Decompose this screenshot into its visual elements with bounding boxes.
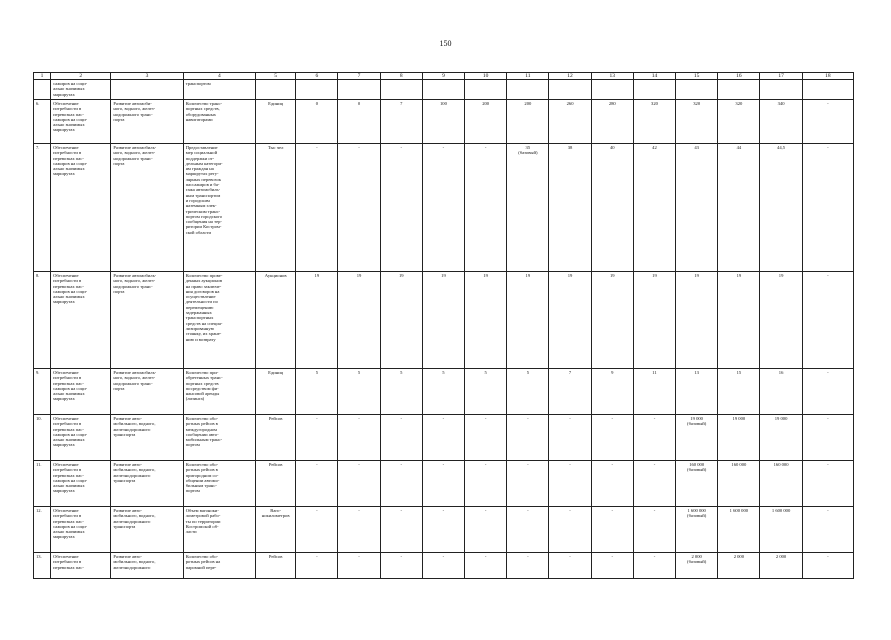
value-cell bbox=[256, 80, 296, 100]
text-cell: Обеспечение потребности в перевозках пас- сажиров на соци- ально значимых маршрутах bbox=[51, 415, 111, 461]
value-cell: - bbox=[296, 461, 338, 507]
text-cell: Обеспечение потребности в перевозках пас- сажиров на соци- ально значимых маршрутах bbox=[51, 461, 111, 507]
text-cell: Количество прове- денных аукционов на право заключе- ния договоров на осуществление деятельности по перемещению задержанных транспортных средств на специа- лизированную стоянку, их хране- нию и возврату bbox=[183, 272, 255, 369]
value-cell bbox=[549, 80, 591, 100]
value-cell: 5 bbox=[507, 369, 549, 415]
value-cell: - bbox=[338, 461, 380, 507]
value-cell: Рейсов bbox=[256, 415, 296, 461]
value-cell: - bbox=[380, 507, 422, 553]
value-cell: Рейсов bbox=[256, 461, 296, 507]
value-cell: - bbox=[380, 461, 422, 507]
value-cell: Единиц bbox=[256, 369, 296, 415]
table-row bbox=[34, 80, 854, 100]
row-number-cell: 13. bbox=[34, 553, 51, 579]
value-cell: - bbox=[549, 553, 591, 579]
value-cell: - bbox=[802, 100, 853, 144]
value-cell: - bbox=[465, 507, 507, 553]
value-cell: - bbox=[338, 144, 380, 272]
value-cell: - bbox=[633, 461, 675, 507]
text-cell: Развитие авто- мобильного, водного, железнодорожного bbox=[111, 553, 183, 579]
indicators-table bbox=[33, 72, 854, 579]
table-row bbox=[34, 461, 854, 507]
value-cell: 19 bbox=[549, 272, 591, 369]
value-cell: 19 bbox=[591, 272, 633, 369]
value-cell: 35 (базовый) bbox=[507, 144, 549, 272]
text-cell: Развитие авто- мобильного, водного, железнодорожного транспорта bbox=[111, 461, 183, 507]
value-cell: 15 bbox=[718, 369, 760, 415]
value-cell: - bbox=[591, 415, 633, 461]
value-cell: - bbox=[422, 461, 464, 507]
table-row bbox=[34, 369, 854, 415]
value-cell: 0 bbox=[338, 100, 380, 144]
value-cell bbox=[633, 80, 675, 100]
value-cell: - bbox=[380, 144, 422, 272]
value-cell: - bbox=[507, 507, 549, 553]
text-cell: Количество транс- портных средств, оборудованных навигаторами bbox=[183, 100, 255, 144]
text-cell: Развитие авто- мобильного, водного, железнодорожного транспорта bbox=[111, 507, 183, 553]
value-cell: 19 bbox=[633, 272, 675, 369]
value-cell: 19 bbox=[676, 272, 718, 369]
row-number-cell: 12. bbox=[34, 507, 51, 553]
value-cell: 0 bbox=[296, 100, 338, 144]
value-cell: - bbox=[802, 144, 853, 272]
value-cell: - bbox=[338, 415, 380, 461]
value-cell: - bbox=[422, 553, 464, 579]
value-cell: 19 bbox=[465, 272, 507, 369]
text-cell: Количество при- обретенных транс- портных средств посредством фи- нансовой аренды (лизинга) bbox=[183, 369, 255, 415]
text-cell: Количество обо- ротных рейсов на паромной пере- bbox=[183, 553, 255, 579]
text-cell: Обеспечение потребности в перевозках пас- сажиров на соци- ально значимых маршрутах bbox=[51, 100, 111, 144]
value-cell: - bbox=[380, 415, 422, 461]
column-number-cell: 17 bbox=[760, 73, 802, 80]
value-cell: - bbox=[802, 461, 853, 507]
value-cell: 19 bbox=[760, 272, 802, 369]
value-cell: - bbox=[549, 507, 591, 553]
page-number: 150 bbox=[439, 39, 452, 48]
column-number-cell: 9 bbox=[422, 73, 464, 80]
value-cell: - bbox=[802, 272, 853, 369]
column-number-cell: 10 bbox=[465, 73, 507, 80]
value-cell: 160 000 bbox=[718, 461, 760, 507]
value-cell: 7 bbox=[380, 100, 422, 144]
value-cell: - bbox=[802, 507, 853, 553]
text-cell: Развитие автомобиль- ного, водного, желез- нодорожного транс- порта bbox=[111, 144, 183, 272]
value-cell: 320 bbox=[676, 100, 718, 144]
value-cell: 40 bbox=[591, 144, 633, 272]
text-cell: сажиров на соци- ально значимых маршрутах bbox=[51, 80, 111, 100]
value-cell: 16 bbox=[760, 369, 802, 415]
column-number-cell: 13 bbox=[591, 73, 633, 80]
table-row bbox=[34, 507, 854, 553]
value-cell: 320 bbox=[633, 100, 675, 144]
value-cell: 19 bbox=[296, 272, 338, 369]
value-cell: 11 bbox=[633, 369, 675, 415]
value-cell bbox=[380, 80, 422, 100]
value-cell: - bbox=[591, 553, 633, 579]
value-cell: 1 600 000 bbox=[760, 507, 802, 553]
value-cell: - bbox=[296, 415, 338, 461]
table-row bbox=[34, 415, 854, 461]
value-cell: 200 bbox=[507, 100, 549, 144]
row-number-cell: 10. bbox=[34, 415, 51, 461]
text-cell: Обеспечение потребности в перевозках пас- сажиров на соци- ально значимых маршрутах bbox=[51, 144, 111, 272]
value-cell: - bbox=[507, 461, 549, 507]
value-cell: Аукционов bbox=[256, 272, 296, 369]
table-row bbox=[34, 144, 854, 272]
table-row bbox=[34, 553, 854, 579]
value-cell: 5 bbox=[465, 369, 507, 415]
column-number-cell: 1 bbox=[34, 73, 51, 80]
text-cell: Количество обо- ротных рейсов в междугородном сообщении авто- мобильным транс- портом bbox=[183, 415, 255, 461]
column-number-cell: 16 bbox=[718, 73, 760, 80]
value-cell bbox=[465, 80, 507, 100]
value-cell: 100 bbox=[422, 100, 464, 144]
value-cell: Рейсов bbox=[256, 553, 296, 579]
row-number-cell: 7. bbox=[34, 144, 51, 272]
value-cell: 200 bbox=[465, 100, 507, 144]
column-number-cell: 12 bbox=[549, 73, 591, 80]
value-cell: - bbox=[465, 553, 507, 579]
row-number-cell: 8. bbox=[34, 272, 51, 369]
value-cell: 2 000 bbox=[760, 553, 802, 579]
value-cell: - bbox=[549, 461, 591, 507]
column-number-cell: 4 bbox=[183, 73, 255, 80]
table-row bbox=[34, 272, 854, 369]
value-cell: 5 bbox=[422, 369, 464, 415]
value-cell: - bbox=[338, 553, 380, 579]
value-cell: - bbox=[296, 553, 338, 579]
row-number-cell: 11. bbox=[34, 461, 51, 507]
column-number-cell: 14 bbox=[633, 73, 675, 80]
value-cell: 19 000 (базовый) bbox=[676, 415, 718, 461]
value-cell: 1 600 000 (базовый) bbox=[676, 507, 718, 553]
value-cell: 9 bbox=[591, 369, 633, 415]
value-cell: 160 000 bbox=[760, 461, 802, 507]
value-cell: - bbox=[296, 507, 338, 553]
column-number-cell: 18 bbox=[802, 73, 853, 80]
value-cell: 19 bbox=[718, 272, 760, 369]
text-cell: Обеспечение потребности в перевозках пас- сажиров на соци- ально значимых маршрутах bbox=[51, 369, 111, 415]
value-cell: - bbox=[465, 415, 507, 461]
value-cell: Тыс чел bbox=[256, 144, 296, 272]
text-cell: Развитие автомобиль- ного, водного, желез- нодорожного транс- порта bbox=[111, 369, 183, 415]
value-cell: - bbox=[802, 369, 853, 415]
value-cell: 19 000 bbox=[760, 415, 802, 461]
value-cell: - bbox=[380, 553, 422, 579]
value-cell: 38 bbox=[549, 144, 591, 272]
column-number-cell: 11 bbox=[507, 73, 549, 80]
text-cell: Объем вагоноки- лометровой рабо- ты по территории Костромской об- ласти bbox=[183, 507, 255, 553]
value-cell: 320 bbox=[718, 100, 760, 144]
value-cell: 2 000 bbox=[718, 553, 760, 579]
value-cell: 19 bbox=[507, 272, 549, 369]
value-cell: 5 bbox=[296, 369, 338, 415]
row-number-cell bbox=[34, 80, 51, 100]
value-cell bbox=[760, 80, 802, 100]
value-cell: 19 bbox=[422, 272, 464, 369]
value-cell: - bbox=[633, 415, 675, 461]
value-cell: - bbox=[802, 553, 853, 579]
value-cell: 44 bbox=[718, 144, 760, 272]
text-cell: Предоставление мер социальной поддержки от- дельным категори- ям граждан на маршрутах регу- лярных перевозок пассажиров и ба- гажа автомобиль- ным транспортом и городским наземным элек- трическим транс- портом городского сообщения на тер- ритории Костром- ской области bbox=[183, 144, 255, 272]
column-number-cell: 15 bbox=[676, 73, 718, 80]
header-row bbox=[34, 73, 854, 80]
value-cell: Единиц bbox=[256, 100, 296, 144]
column-number-cell: 7 bbox=[338, 73, 380, 80]
value-cell bbox=[507, 80, 549, 100]
value-cell: Ваго- нокилометров bbox=[256, 507, 296, 553]
value-cell: - bbox=[591, 507, 633, 553]
value-cell: 7 bbox=[549, 369, 591, 415]
value-cell: - bbox=[802, 415, 853, 461]
value-cell bbox=[591, 80, 633, 100]
value-cell bbox=[338, 80, 380, 100]
value-cell: - bbox=[465, 144, 507, 272]
value-cell: 42 bbox=[633, 144, 675, 272]
value-cell: - bbox=[422, 507, 464, 553]
value-cell: - bbox=[338, 507, 380, 553]
value-cell: - bbox=[633, 553, 675, 579]
value-cell: 5 bbox=[338, 369, 380, 415]
value-cell: - bbox=[633, 507, 675, 553]
value-cell: 280 bbox=[591, 100, 633, 144]
text-cell: транспортом bbox=[183, 80, 255, 100]
text-cell: Обеспечение потребности в перевозках пас- сажиров на соци- ально значимых маршрутах bbox=[51, 272, 111, 369]
value-cell bbox=[296, 80, 338, 100]
value-cell bbox=[802, 80, 853, 100]
text-cell: Развитие автомобиль- ного, водного, желез- нодорожного транс- порта bbox=[111, 272, 183, 369]
value-cell: 1 600 000 bbox=[718, 507, 760, 553]
row-number-cell: 9. bbox=[34, 369, 51, 415]
value-cell: 340 bbox=[760, 100, 802, 144]
value-cell: 13 bbox=[676, 369, 718, 415]
column-number-cell: 8 bbox=[380, 73, 422, 80]
value-cell: - bbox=[507, 553, 549, 579]
value-cell: - bbox=[422, 144, 464, 272]
column-number-cell: 2 bbox=[51, 73, 111, 80]
table-row bbox=[34, 100, 854, 144]
value-cell: - bbox=[296, 144, 338, 272]
value-cell: - bbox=[465, 461, 507, 507]
row-number-cell: 6. bbox=[34, 100, 51, 144]
text-cell: Количество обо- ротных рейсов в пригородном со- общении автомо- бильным транс- портом bbox=[183, 461, 255, 507]
text-cell: Развитие авто- мобильного, водного, железнодорожного транспорта bbox=[111, 415, 183, 461]
value-cell: - bbox=[591, 461, 633, 507]
value-cell: - bbox=[549, 415, 591, 461]
value-cell: 19 bbox=[380, 272, 422, 369]
text-cell bbox=[111, 80, 183, 100]
value-cell: 19 000 bbox=[718, 415, 760, 461]
value-cell: - bbox=[507, 415, 549, 461]
value-cell: 5 bbox=[380, 369, 422, 415]
value-cell: - bbox=[422, 415, 464, 461]
text-cell: Обеспечение потребности в перевозках пас- bbox=[51, 553, 111, 579]
value-cell: 43 bbox=[676, 144, 718, 272]
text-cell: Обеспечение потребности в перевозках пас- сажиров на соци- ально значимых маршрутах bbox=[51, 507, 111, 553]
value-cell: 260 bbox=[549, 100, 591, 144]
value-cell: 19 bbox=[338, 272, 380, 369]
column-number-cell: 6 bbox=[296, 73, 338, 80]
value-cell: 160 000 (базовый) bbox=[676, 461, 718, 507]
column-number-cell: 5 bbox=[256, 73, 296, 80]
value-cell: 44,5 bbox=[760, 144, 802, 272]
text-cell: Развитие автомоби- ного, водного, желез- нодорожного транс- порта bbox=[111, 100, 183, 144]
value-cell: 2 000 (базовый) bbox=[676, 553, 718, 579]
column-number-cell: 3 bbox=[111, 73, 183, 80]
value-cell bbox=[676, 80, 718, 100]
value-cell bbox=[422, 80, 464, 100]
value-cell bbox=[718, 80, 760, 100]
